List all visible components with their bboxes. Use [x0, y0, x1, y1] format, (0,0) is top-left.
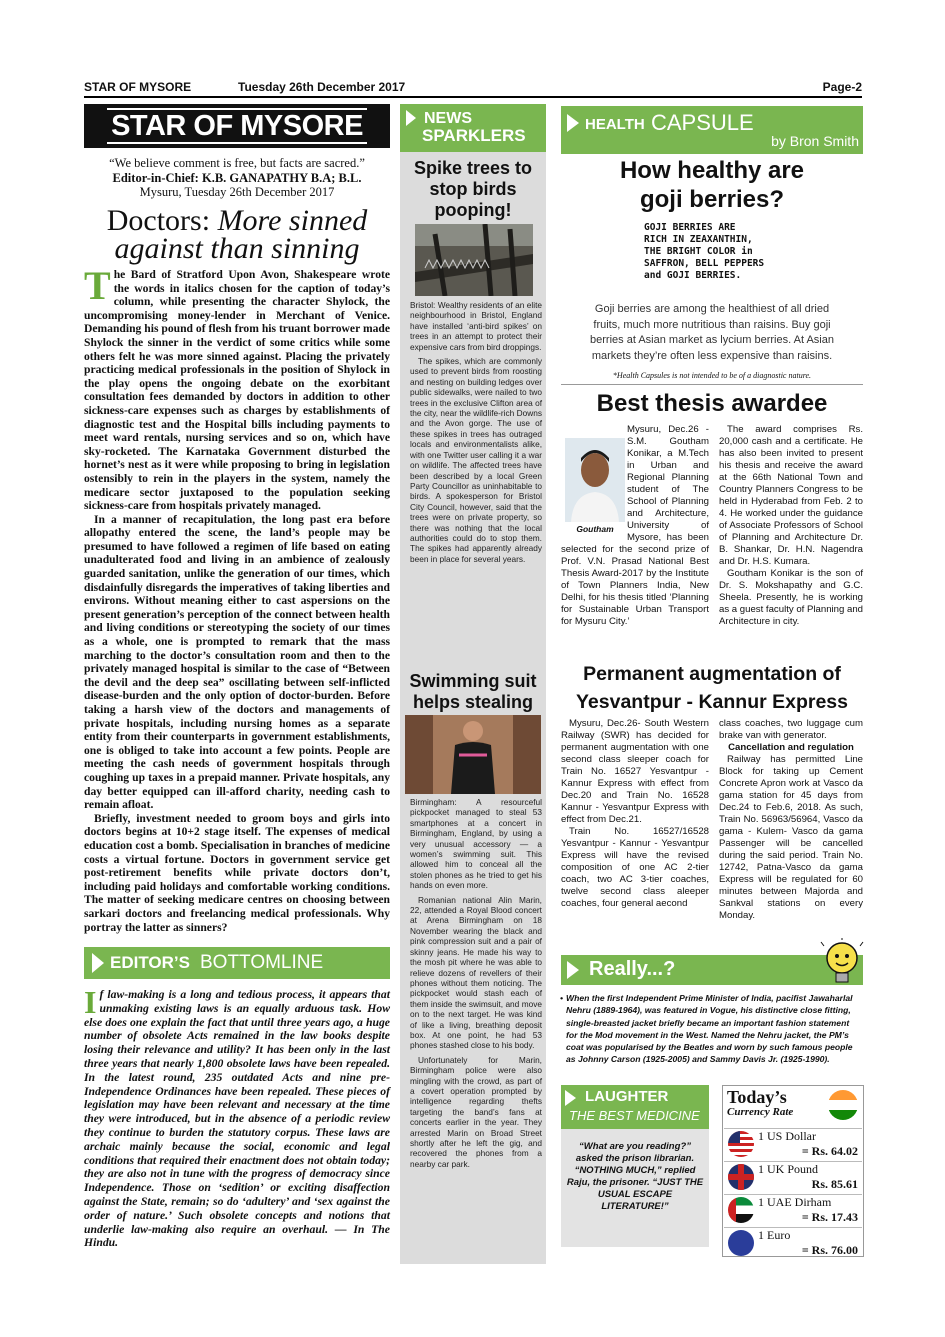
story-paragraph: Bristol: Wealthy residents of an elite neighbourhood in Bristol, England have installed ‘anti-bird spikes’ on trees in an attempt to protect their expensive cars from bird droppings.: [410, 300, 542, 352]
railway-subhead: Cancellation and regulation: [728, 742, 854, 753]
spike-story-body: [410, 300, 542, 568]
header-date: Tuesday 26th December 2017: [238, 80, 406, 94]
currency-name: 1 Euro: [758, 1228, 791, 1242]
railway-paragraph: Train No. 16527/16528 Yesvantpur - Kannur - Yesvantpur Express will have the revised composition of one AC 2-tier coach, two AC 3-tier coaches, twelve second class aleeper coaches, four general aecond: [561, 826, 709, 909]
thesis-paragraph: The award comprises Rs. 20,000 cash and a certificate. He has also been invited to present his thesis and receive the award at the 66th National Town and Country Planners Congress to be held in Hyderabad from Feb. 2 to 4. He worked under the guidance of Associate Professors of School of Planning and Architecture Dr. B. Shankar, Dr. H.N. Nagendra and Dr. H.S. Kumara.: [719, 424, 863, 567]
headline-part-1: Doctors:: [106, 204, 218, 237]
eu-flag-icon: [728, 1230, 754, 1256]
health-disclaimer: *Health Capsules is not intended to be of a diagnostic nature.: [612, 371, 812, 380]
currency-value: = Rs. 64.02: [801, 1144, 858, 1158]
railway-right-column: [719, 718, 863, 922]
dateline: Mysuru, Tuesday 26th December 2017: [139, 185, 335, 199]
tree-spikes-photo: [415, 224, 533, 296]
editorial-headline: [84, 204, 390, 265]
railway-headline: [561, 660, 863, 716]
drop-cap: I: [84, 984, 97, 1020]
goji-cartoon: [644, 222, 782, 296]
currency-name: 1 UAE Dirham: [758, 1195, 832, 1209]
banner-line-1: LAUGHTER: [585, 1088, 669, 1105]
cartoon-line: RICH IN ZEAXANTHIN,: [644, 234, 753, 245]
photo-float: [561, 424, 627, 538]
paper-name: STAR OF MYSORE: [84, 80, 192, 94]
headline-line-2: against than sinning: [114, 232, 360, 265]
tree-photo-art: [415, 224, 533, 296]
us-flag-icon: [728, 1131, 754, 1157]
editors-bottomline-banner: [84, 947, 390, 979]
banner-line-2: SPARKLERS: [422, 126, 526, 145]
thesis-left-text: Mysuru, Dec.26 - S.M. Goutham Konikar, a M.Tech in Urban and Regional Planning student of The School of Planning and Architecture, University of Mysore, has been selected for the second prize of Prof. V.N. Prasad National Best Thesis Award-2017 by the Institute of Town Planners India, New Delhi, for his thesis titled ‘Planning for Sustainable Urban Transport for Mysuru City.’: [561, 424, 709, 627]
arrow-icon: [567, 114, 579, 132]
news-sparklers-banner: [400, 104, 546, 152]
arrow-icon: [92, 953, 104, 973]
currency-value: Rs. 85.61: [811, 1177, 858, 1191]
lightbulb-art: [820, 938, 864, 988]
currency-row-usd: [724, 1128, 862, 1159]
story-paragraph: Unfortunately for Marin, Birmingham police were also mingling with the crowd, as part of a covert operation prompted by intelligence regarding thefts targeting the band’s fans at concerts earlier in the year. They arrested Marin on Broad Street shortly after he left the gig, and recovered the phones from a nearby car park.: [410, 1054, 542, 1169]
photo-caption: Goutham: [576, 524, 614, 534]
cartoon-line: THE BRIGHT COLOR in: [644, 246, 753, 257]
currency-row-aed: [724, 1194, 862, 1225]
currency-row-gbp: [724, 1161, 862, 1192]
byline: by Bron Smith: [771, 133, 859, 149]
banner-label: Really...?: [589, 958, 676, 980]
thesis-headline: Best thesis awardee: [596, 390, 828, 417]
bullet-icon: •: [560, 993, 564, 1003]
editorial-paragraph: Briefly, investment needed to groom boys and girls into doctors begins at 10+2 stage itself. The expenses of medical education cost a bomb. Specialisation in branches of medicine costs a virtual fortune. Doctors in government service get post-retirement benefits while private doctors don’t, including paid holidays and comfortable working conditions. The matter of seeking medicare centres on choosing between sarkari doctors and freelancing medical professionals. Why portray the latter as sinners?: [84, 811, 390, 934]
banner-label-bold: EDITOR’S: [110, 953, 190, 972]
swimsuit-photo: [405, 715, 541, 794]
currency-value: = Rs. 76.00: [801, 1243, 858, 1257]
masthead: [84, 104, 390, 148]
cartoon-line: SAFFRON, BELL PEPPERS: [644, 258, 765, 269]
headline-part-2: More sinned: [217, 204, 368, 237]
editorial-paragraph: The Bard of Stratford Upon Avon, Shakespeare wrote the words in italics chosen for the caption of today’s column, while presenting the character Shylock, the uncompromising money-lender in Merchant of Venice. Demanding his pound of flesh from his truant borrower made Shylock the sinner in the verdict of some critics while some others felt he was more sinned against. Placing the privately practicing medical professionals in the position of Shylock in the play opens the ongoing debate on the exorbitant consultation fees demanded by doctors in addition to other sickness-care expenses such as charges by establishments of diagnostic test and the Hospital bills including payments to meet ward rentals, nursing services and so on, which have sky-rocketed. The Karnataka Government disturbed the hornet’s nest as it were while proposing to bring in legislation ostensibly to rein in the players in the system, namely the medicare sector juxtaposed to the population seeking sickness-care from hospitals privately managed.: [84, 263, 390, 513]
currency-name: 1 UK Pound: [758, 1162, 819, 1176]
motto: “We believe comment is free, but facts are sacred.”: [109, 156, 365, 170]
arrow-icon: [567, 961, 579, 979]
currency-value: = Rs. 17.43: [801, 1210, 858, 1224]
health-text: Goji berries are among the healthiest of all dried fruits, much more nutritious than raisins. Buy goji berries at Asian market as lycium berries. At Asian markets they’re often less expensive than raisins.: [590, 303, 834, 362]
cartoon-line: and GOJI BERRIES.: [644, 270, 742, 281]
really-text: • When the first Independent Prime Minister of India, pacifist Jawaharlal Nehru (1889-1964), was featured in Vogue, his distinctive close fitting, single-breasted jacket briefly became an important fashion statement for the Mod movement in the West. Named the Nehru jacket, the PM’s coat was popularised by the Beatles and worn by such famous people as Johnny Carson (1925-2005) and Sammy Davis Jr. (1925-1990).: [560, 993, 853, 1065]
currency-title: Today’s: [727, 1087, 787, 1107]
currency-row-eur: [724, 1227, 862, 1258]
currency-name: 1 US Dollar: [758, 1129, 816, 1143]
arrow-icon: [565, 1090, 576, 1106]
editorial-credits: [84, 156, 390, 200]
uk-flag-icon: [728, 1164, 754, 1190]
editor-line: Editor-in-Chief: K.B. GANAPATHY B.A; B.L.: [112, 170, 362, 185]
page-header: [84, 80, 862, 98]
railway-left-column: [561, 718, 709, 910]
railway-paragraph: Railway has permitted Line Block for taking up Cement Concrete Apron work at Vasco da gama station for 45 days from Dec.24 to Feb.6, 2018. As such, Train No. 56963/56964, Vasco da gama - Kulem- Vasco da gama Passenger will be cancelled during the said period. Train No. 12742, Patna-Vasco da gama Express will be regulated for 60 minutes between Majorda and Sankval stations on every Monday.: [719, 754, 863, 921]
story-headline: Spike trees to stop birds pooping!: [413, 158, 533, 220]
swimsuit-story-body: [410, 797, 542, 1173]
drop-cap: T: [84, 263, 111, 308]
swimsuit-photo-art: [405, 715, 541, 794]
bottomline-body: If law-making is a long and tedious process, it appears that unmaking existing laws is an equally arduous task. How else does one explain the fact that until three years ago, a huge number of obsolete Acts remained in the law books despite losing their relevance and utility? It has been only in the last three years that nearly 1,800 obsolete laws have been repealed. In the latest round, 235 outdated Acts and nine pre-Independence Ordinances have been repealed. These pieces of legislation may have been relevant and necessary at the time they were introduced, but in the absence of a periodic review they continue to burden the statutory corpus. These laws are archaic mainly because the social, economic and legal conditions that required their enactment does not obtain today; they are also not in tune with the progress of democracy since Independence. Those on ‘sedition’ or exciting disaffection against the State, remain; so do ‘adultery’ and ‘sex against the order of nature.’ Such obsolete concepts and notions that underlie law-making also require an overhaul. — In The Hindu.: [84, 984, 390, 1250]
thesis-left-column: [561, 424, 709, 628]
arrow-icon: [406, 110, 416, 126]
health-headline: [561, 156, 863, 214]
masthead-title: STAR OF MYSORE: [107, 108, 367, 144]
headline-line: goji berries?: [639, 186, 785, 213]
thesis-paragraph: Goutham Konikar is the son of Dr. S. Mokshapathy and G.C. Sheela. Presently, he is working as a guest faculty of Planning and Architecture in city.: [719, 568, 864, 627]
lightbulb-icon: [820, 938, 864, 988]
railway-paragraph: Mysuru, Dec.26- South Western Railway (SWR) has decided for permanent augmentation with one second class sleeper coach for Train No. 16527 Yesvantpur - Kannur Express with effect from Dec.20 and Train No. 16528 Kannur - Yesvantpur Express with effect from Dec.21.: [561, 718, 709, 825]
editorial-paragraph: In a manner of recapitulation, the long past era before allopathy entered the scene, the land’s people may be presumed to have followed a regimen of life based on eating unadulterated food and living in an ambience of zealously guarded sanitation, unlike the generation of our times, which disdainfully disregards the imperatives of taking liberties and environs. Without meaning either to cast aspersions on the present generation’s perception of the connect between health and living conditions or stereotyping the society of our times as a whole, one is prompted to remark that the mass marching to the doctor’s consultation room and then to the privately managed hospital is similar to the case of “Between the devil and the deep sea” oscillating between self-inflicted disease-burden and the only option of doctor-burden. Before taking a harsh view of the doctors and managements of private hospitals, including nursing homes as a separate entity from their counterparts in government establishments, one is obliged to take into account a few points. People are meeting the cash needs of government hospitals through coughing up taxes in a prepaid manner. Private hospitals, any day better equipped can ill-afford charity, needing cash to remain afloat.: [84, 512, 390, 812]
headline-line: How healthy are: [619, 157, 805, 184]
page-number: Page-2: [822, 80, 862, 94]
story-paragraph: The spikes, which are commonly used to prevent birds from roosting and nesting on building ledges over public sidewalks, were nailed to two trees in the exclusive Clifton area of the city, near the wildlife-rich Downs and the Avon gorge. The use of these spikes in trees has outraged locals and environmentalists alike, with one Twitter user calling it a war on wildlife. The affected trees have been described by a local Green Party Councillor as uninhabitable to birds. A spokesperson for Bristol City Council, however, said that the trees were on private property, so there was nothing that the local authorities could do to stop them. The spikes had apparently already been in place for several years.: [410, 356, 542, 564]
banner-label-bold: HEALTH: [585, 116, 645, 133]
cartoon-line: GOJI BERRIES ARE: [644, 222, 736, 233]
banner-line-1: NEWS: [424, 110, 472, 127]
india-flag-icon: [828, 1090, 858, 1120]
banner-label: BOTTOMLINE: [200, 952, 324, 973]
thesis-right-column: [719, 424, 863, 628]
story-paragraph: Birmingham: A resourceful pickpocket managed to steal 53 smartphones at a concert in Birmingham, England, by using a very unusual accessory — a women’s swimming suit. This allowed him to conceal all the stolen phones as he tried to get his hands on even more.: [410, 797, 542, 891]
really-banner: [561, 955, 863, 985]
banner-label: CAPSULE: [651, 110, 754, 135]
uae-flag-icon: [728, 1197, 754, 1223]
laughter-joke: “What are you reading?” asked the prison librarian. “NOTHING MUCH,” replied Raju, the prisoner. “JUST THE USUAL ESCAPE LITERATURE!”: [566, 1141, 704, 1212]
headline-line: Yesvantpur - Kannur Express: [575, 691, 848, 713]
editorial-body: [84, 263, 390, 934]
health-capsule-banner: [561, 106, 863, 154]
currency-subtitle: Currency Rate: [727, 1106, 794, 1118]
story-headline: Swimming suit helps stealing: [409, 671, 537, 712]
railway-paragraph: class coaches, two luggage cum brake van with generator.: [719, 718, 863, 741]
banner-line-2: THE BEST MEDICINE: [569, 1108, 700, 1123]
headline-line: Permanent augmentation of: [583, 663, 841, 685]
laughter-banner: [561, 1085, 709, 1129]
divider: [561, 384, 863, 385]
story-paragraph: Romanian national Alin Marin, 22, attended a Royal Blood concert at Arena Birmingham on 18 November wearing the black and pink compression suit and a pair of skinny jeans. He made his way to the mosh pit where he was able to relieve dozens of revellers of their phones without them noticing. The pickpocket would stash each of them inside the swimsuit, and move on to the next target. He was kind of like a living, breathing deposit box. At one point, he had 53 phones stashed close to his body.: [410, 894, 542, 1051]
